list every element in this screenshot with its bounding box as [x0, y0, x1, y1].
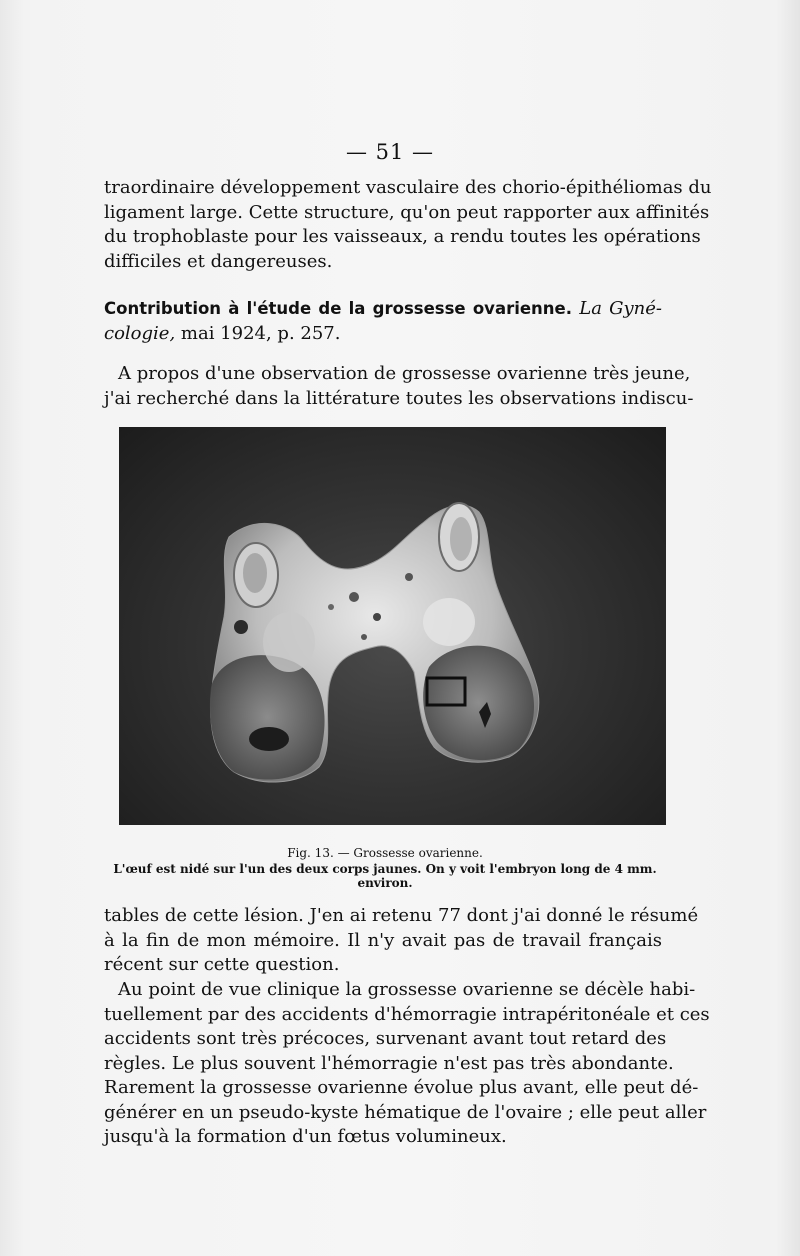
text-line: Au point de vue clinique la grossesse ovarienne se décèle habi-	[118, 979, 696, 1000]
text-line: récent sur cette question.	[104, 954, 340, 975]
text-line: jusqu'à la formation d'un fœtus volumineux.	[104, 1126, 507, 1147]
text-line: du trophoblaste pour les vaisseaux, a rendu toutes les opérations	[104, 226, 701, 247]
figure-photograph	[119, 427, 666, 825]
text-line: j'ai recherché dans la littérature toutes les observations indiscu-	[104, 387, 694, 409]
text-line: difficiles et dangereuses.	[104, 250, 333, 272]
section-heading	[104, 297, 662, 346]
text-line: ligament large. Cette structure, qu'on peut rapporter aux affinités	[104, 201, 710, 223]
page-number: — 51 —	[345, 140, 435, 164]
heading-title: Contribution à l'étude de la grossesse ovarienne.	[104, 299, 573, 318]
journal-name-part2: cologie,	[104, 322, 176, 344]
heading-line	[104, 297, 662, 322]
figure-caption-title: Fig. 13. — Grossesse ovarienne.	[287, 846, 483, 860]
text-line: traordinaire développement vasculaire des chorio-épithéliomas du	[104, 177, 712, 198]
journal-name-part1: La Gyné-	[579, 298, 663, 319]
heading-line	[104, 322, 662, 347]
text-line: générer en un pseudo-kyste hématique de l'ovaire ; elle peut aller	[104, 1101, 707, 1123]
text-line: tables de cette lésion. J'en ai retenu 77 dont j'ai donné le résumé	[104, 905, 699, 926]
paragraph-intro	[104, 362, 694, 411]
text-line: accidents sont très précoces, survenant avant tout retard des	[104, 1028, 667, 1049]
text-line: règles. Le plus souvent l'hémorragie n'est pas très abondante.	[104, 1052, 674, 1074]
paragraph-lesions	[104, 904, 699, 978]
citation-details: mai 1924, p. 257.	[180, 322, 341, 344]
paragraph-clinical	[104, 978, 710, 1150]
paragraph-vascular	[104, 176, 712, 274]
figure-caption-text: L'œuf est nidé sur l'un des deux corps jaunes. On y voit l'embryon long de 4 mm. environ.	[113, 862, 657, 890]
text-line: tuellement par des accidents d'hémorragie intrapéritonéale et ces	[104, 1003, 710, 1025]
text-line: Rarement la grossesse ovarienne évolue plus avant, elle peut dé-	[104, 1077, 699, 1098]
text-line: à la fin de mon mémoire. Il n'y avait pas de travail français	[104, 929, 662, 951]
ovary-specimen-image	[119, 427, 666, 825]
text-line: A propos d'une observation de grossesse ovarienne très jeune,	[118, 363, 691, 384]
